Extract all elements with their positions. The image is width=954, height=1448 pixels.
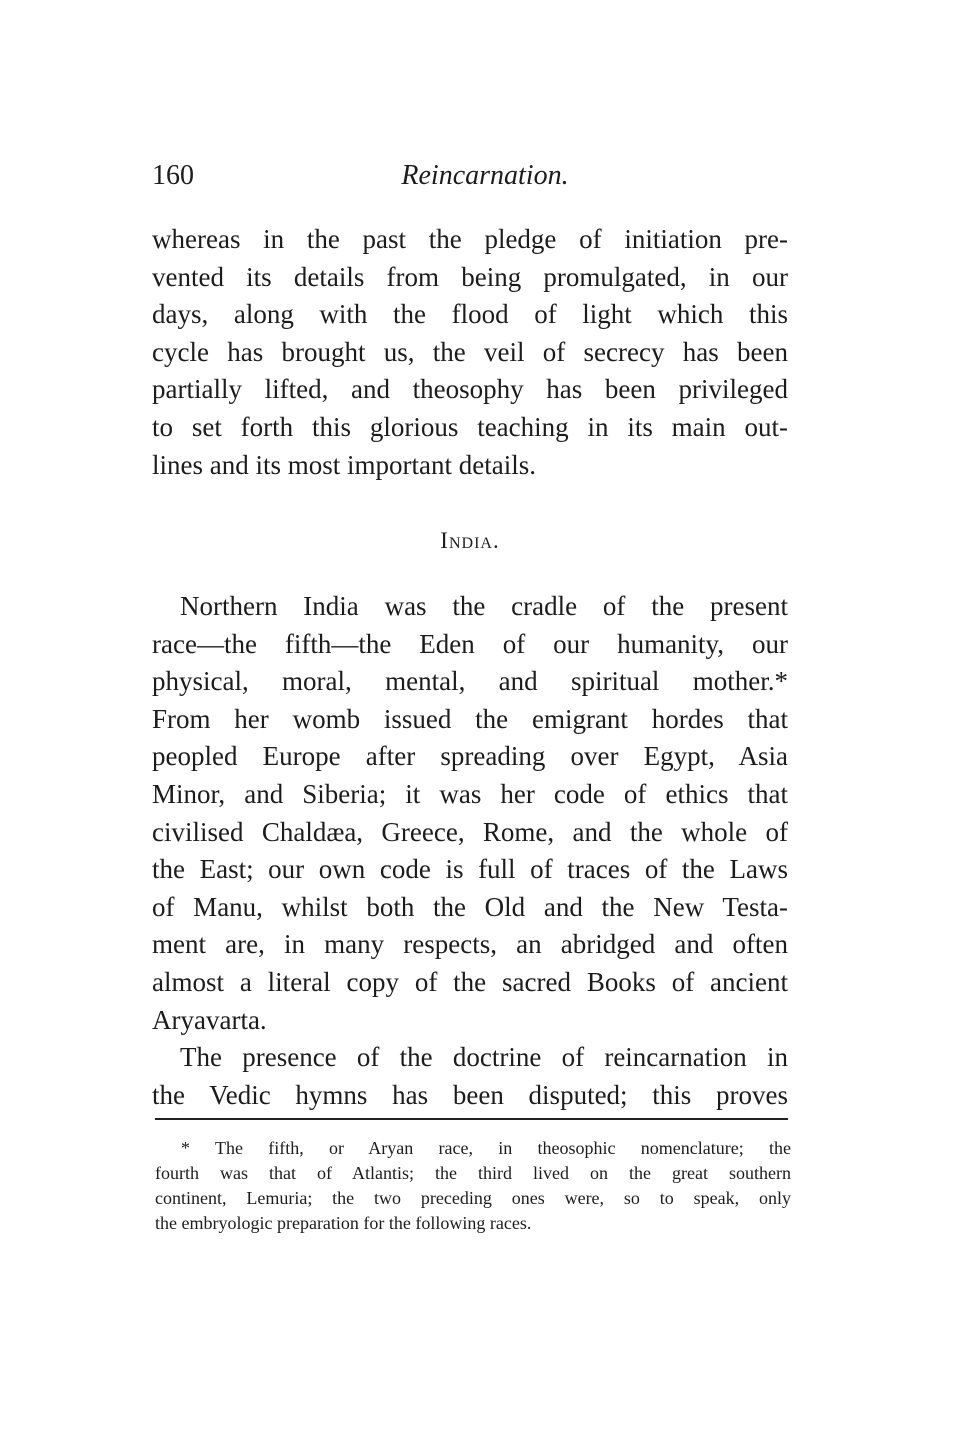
footnote xyxy=(155,1136,791,1236)
footnote-divider xyxy=(155,1118,788,1120)
paragraph-1 xyxy=(152,221,788,484)
text-line: Northern India was the cradle of the present xyxy=(180,591,788,621)
footnote-line: continent, Lemuria; the two preceding ones were, so to speak, only xyxy=(155,1188,791,1208)
text-line: partially lifted, and theosophy has been privileged xyxy=(152,374,788,405)
footnote-line: the embryologic preparation for the following races. xyxy=(155,1213,532,1233)
text-line: the East; our own code is full of traces of the Laws xyxy=(152,854,788,885)
page-number: 160 xyxy=(152,160,194,191)
text-line: cycle has brought us, the veil of secrecy has been xyxy=(152,336,788,367)
text-line: The presence of the doctrine of reincarnation in xyxy=(180,1042,788,1073)
text-line: peopled Europe after spreading over Egypt, Asia xyxy=(152,741,788,772)
text-line: Minor, and Siberia; it was her code of ethics that xyxy=(152,778,788,809)
text-line: lines and its most important details. xyxy=(152,449,536,480)
text-line: civilised Chaldæa, Greece, Rome, and the whole of xyxy=(152,816,788,847)
text-line: ment are, in many respects, an abridged and often xyxy=(152,929,788,960)
footnote-line: * The fifth, or Aryan race, in theosophic nomenclature; the xyxy=(181,1138,791,1158)
text-line: vented its details from being promulgated, in our xyxy=(152,261,788,292)
text-line: physical, moral, mental, and spiritual mother.* xyxy=(152,666,788,697)
text-line: almost a literal copy of the sacred Books of ancient xyxy=(152,966,788,997)
text-line: whereas in the past the pledge of initiation pre- xyxy=(152,224,788,254)
footnote-line: fourth was that of Atlantis; the third lived on the great southern xyxy=(155,1163,791,1183)
section-heading: India. xyxy=(440,528,500,553)
paragraph-2 xyxy=(152,588,788,1114)
text-line: to set forth this glorious teaching in its main out- xyxy=(152,411,788,442)
text-line: Aryavarta. xyxy=(152,1004,267,1035)
text-line: of Manu, whilst both the Old and the New Testa- xyxy=(152,891,788,922)
text-line: the Vedic hymns has been disputed; this proves xyxy=(152,1079,788,1110)
page-header xyxy=(152,160,788,200)
running-title: Reincarnation. xyxy=(401,160,569,191)
text-line: race—the fifth—the Eden of our humanity, our xyxy=(152,628,788,659)
text-line: days, along with the flood of light which this xyxy=(152,299,788,330)
text-line: From her womb issued the emigrant hordes that xyxy=(152,703,788,734)
